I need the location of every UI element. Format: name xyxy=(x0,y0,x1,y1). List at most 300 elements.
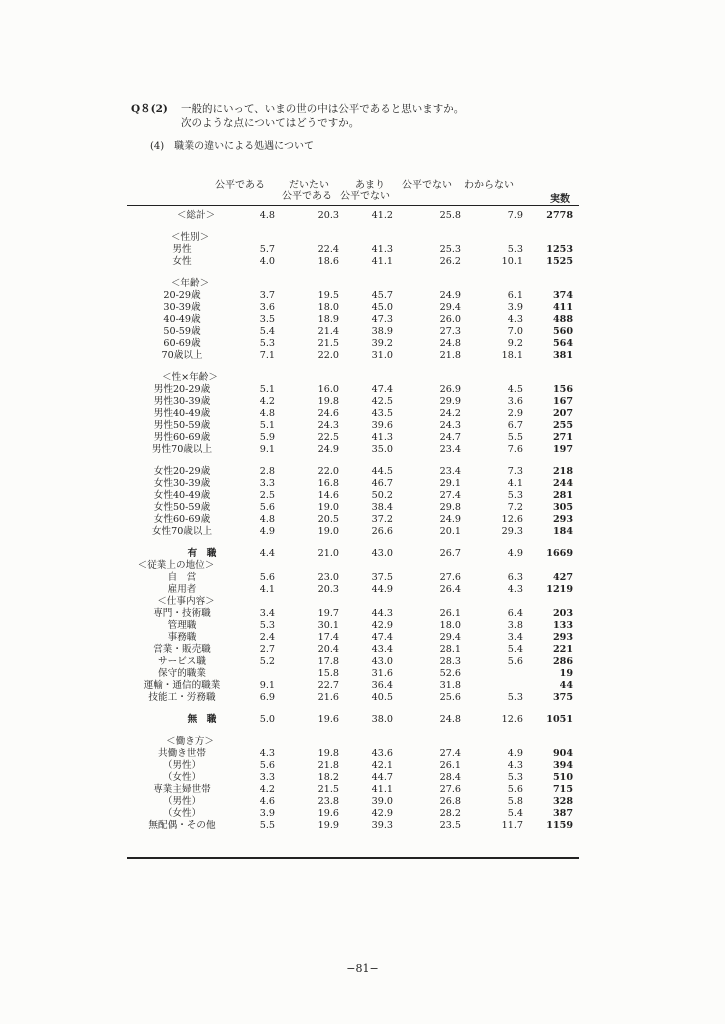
cell-col-5: 19 xyxy=(559,668,573,679)
cell-col-4: 5.3 xyxy=(507,692,523,703)
row-label: 運輸・通信的職業 xyxy=(143,680,221,691)
cell-col-0: 4.3 xyxy=(259,748,275,759)
row-label: 男性60-69歳 xyxy=(153,432,211,443)
cell-col-2: 50.2 xyxy=(371,490,393,501)
col-header-count: 実数 xyxy=(550,194,570,205)
cell-col-1: 19.8 xyxy=(317,396,339,407)
cell-col-2: 41.2 xyxy=(371,210,393,221)
col-header-dont-know: わからない xyxy=(464,180,514,191)
cell-col-0: 5.6 xyxy=(259,502,275,513)
cell-col-0: 5.1 xyxy=(259,420,275,431)
table-row xyxy=(127,408,579,420)
cell-col-1: 22.7 xyxy=(317,680,339,691)
cell-col-0: 4.1 xyxy=(259,584,275,595)
cell-col-1: 30.1 xyxy=(317,620,339,631)
row-label: 無 職 xyxy=(187,714,217,725)
cell-col-1: 15.8 xyxy=(317,668,339,679)
cell-col-0: 2.7 xyxy=(259,644,275,655)
row-label: ＜総計＞ xyxy=(176,210,216,221)
cell-col-4: 7.6 xyxy=(507,444,523,455)
cell-col-3: 25.8 xyxy=(439,210,461,221)
cell-col-2: 39.0 xyxy=(371,796,393,807)
question-number: Q８(2) xyxy=(131,103,168,115)
row-label: 女性60-69歳 xyxy=(153,514,211,525)
cell-col-2: 42.9 xyxy=(371,808,393,819)
row-label: 女性30-39歳 xyxy=(153,478,211,489)
table-row xyxy=(127,548,579,560)
cell-col-4: 4.3 xyxy=(507,584,523,595)
row-label: 技能工・労務職 xyxy=(148,692,216,703)
cell-col-0: 4.0 xyxy=(259,256,275,267)
row-label: 女性20-29歳 xyxy=(153,466,211,477)
cell-col-1: 23.8 xyxy=(317,796,339,807)
cell-col-3: 29.9 xyxy=(439,396,461,407)
table-row xyxy=(127,372,579,384)
cell-col-4: 3.4 xyxy=(507,632,523,643)
cell-col-2: 40.5 xyxy=(371,692,393,703)
cell-col-1: 20.3 xyxy=(317,584,339,595)
cell-col-4: 7.0 xyxy=(507,326,523,337)
cell-col-5: 387 xyxy=(552,808,573,819)
cell-col-3: 24.3 xyxy=(439,420,461,431)
cell-col-0: 3.3 xyxy=(259,772,275,783)
cell-col-2: 39.2 xyxy=(371,338,393,349)
table-row xyxy=(127,244,579,256)
cell-col-1: 24.9 xyxy=(317,444,339,455)
row-label: 女性40-49歳 xyxy=(153,490,211,501)
cell-col-1: 19.0 xyxy=(317,526,339,537)
cell-col-4: 6.1 xyxy=(507,290,523,301)
cell-col-0: 3.3 xyxy=(259,478,275,489)
table-row xyxy=(127,420,579,432)
col-header-mostly-fair-line1: だいたい xyxy=(289,180,329,191)
cell-col-5: 305 xyxy=(552,502,573,513)
row-label: 40-49歳 xyxy=(163,314,201,325)
cell-col-4: 3.6 xyxy=(507,396,523,407)
cell-col-4: 5.4 xyxy=(507,644,523,655)
cell-col-0: 9.1 xyxy=(259,680,275,691)
cell-col-3: 28.4 xyxy=(439,772,461,783)
cell-col-5: 244 xyxy=(552,478,573,489)
cell-col-3: 27.6 xyxy=(439,784,461,795)
cell-col-1: 18.2 xyxy=(317,772,339,783)
cell-col-5: 488 xyxy=(552,314,573,325)
cell-col-1: 22.5 xyxy=(317,432,339,443)
cell-col-2: 44.7 xyxy=(371,772,393,783)
table-row xyxy=(127,514,579,526)
table-row xyxy=(127,384,579,396)
cell-col-5: 374 xyxy=(552,290,573,301)
table-row xyxy=(127,668,579,680)
cell-col-2: 31.6 xyxy=(371,668,393,679)
cell-col-3: 24.8 xyxy=(439,714,461,725)
cell-col-4: 3.8 xyxy=(507,620,523,631)
cell-col-1: 20.3 xyxy=(317,210,339,221)
row-label: 専業主婦世帯 xyxy=(153,784,211,795)
cell-col-4: 6.7 xyxy=(507,420,523,431)
cell-col-2: 41.1 xyxy=(371,784,393,795)
cell-col-5: 197 xyxy=(552,444,573,455)
cell-col-3: 27.3 xyxy=(439,326,461,337)
cell-col-1: 19.6 xyxy=(317,714,339,725)
cell-col-1: 19.7 xyxy=(317,608,339,619)
table-row xyxy=(127,596,579,608)
cell-col-2: 45.0 xyxy=(371,302,393,313)
table-row xyxy=(127,290,579,302)
table-row xyxy=(127,620,579,632)
cell-col-0: 4.8 xyxy=(259,210,275,221)
row-label: ＜従業上の地位＞ xyxy=(137,560,215,571)
cell-col-2: 43.5 xyxy=(371,408,393,419)
cell-col-2: 41.3 xyxy=(371,432,393,443)
cell-col-3: 21.8 xyxy=(439,350,461,361)
cell-col-2: 42.1 xyxy=(371,760,393,771)
cell-col-0: 3.4 xyxy=(259,608,275,619)
table-row xyxy=(127,748,579,760)
cell-col-2: 43.0 xyxy=(371,656,393,667)
row-label: 女性50-59歳 xyxy=(153,502,211,513)
cell-col-1: 18.9 xyxy=(317,314,339,325)
cell-col-3: 24.2 xyxy=(439,408,461,419)
cell-col-2: 41.3 xyxy=(371,244,393,255)
cell-col-3: 27.4 xyxy=(439,490,461,501)
table-row xyxy=(127,820,579,832)
table-row xyxy=(127,314,579,326)
table-row xyxy=(127,760,579,772)
cell-col-1: 18.0 xyxy=(317,302,339,313)
table-row xyxy=(127,680,579,692)
cell-col-1: 16.0 xyxy=(317,384,339,395)
cell-col-5: 255 xyxy=(552,420,573,431)
cell-col-1: 20.5 xyxy=(317,514,339,525)
col-header-mostly-fair-line2: 公平である xyxy=(282,191,332,202)
cell-col-2: 26.6 xyxy=(371,526,393,537)
cell-col-4: 3.9 xyxy=(507,302,523,313)
cell-col-2: 36.4 xyxy=(371,680,393,691)
table-row xyxy=(127,736,579,748)
table-row xyxy=(127,278,579,290)
table-row xyxy=(127,526,579,538)
cell-col-4: 5.6 xyxy=(507,656,523,667)
cell-col-5: 133 xyxy=(552,620,573,631)
cell-col-5: 715 xyxy=(552,784,573,795)
cell-col-5: 375 xyxy=(552,692,573,703)
cell-col-5: 560 xyxy=(552,326,573,337)
row-label: 男性70歳以上 xyxy=(151,444,213,455)
cell-col-4: 10.1 xyxy=(501,256,523,267)
table-row xyxy=(127,772,579,784)
cell-col-5: 281 xyxy=(552,490,573,501)
table-row xyxy=(127,396,579,408)
cell-col-0: 4.8 xyxy=(259,514,275,525)
table-row xyxy=(127,478,579,490)
cell-col-2: 31.0 xyxy=(371,350,393,361)
cell-col-4: 12.6 xyxy=(501,714,523,725)
row-label: 管理職 xyxy=(167,620,197,631)
cell-col-5: 184 xyxy=(552,526,573,537)
cell-col-5: 44 xyxy=(559,680,573,691)
table-row xyxy=(127,656,579,668)
cell-col-0: 5.1 xyxy=(259,384,275,395)
row-label: 女性 xyxy=(172,256,192,267)
cell-col-2: 44.9 xyxy=(371,584,393,595)
cell-col-3: 23.4 xyxy=(439,466,461,477)
cell-col-4: 6.3 xyxy=(507,572,523,583)
cell-col-5: 218 xyxy=(552,466,573,477)
cell-col-4: 4.5 xyxy=(507,384,523,395)
cell-col-4: 7.2 xyxy=(507,502,523,513)
cell-col-1: 21.5 xyxy=(317,784,339,795)
cell-col-0: 5.0 xyxy=(259,714,275,725)
cell-col-0: 4.6 xyxy=(259,796,275,807)
row-label: （男性） xyxy=(162,796,202,807)
cell-col-1: 21.6 xyxy=(317,692,339,703)
cell-col-3: 29.1 xyxy=(439,478,461,489)
cell-col-5: 1219 xyxy=(546,584,573,595)
cell-col-1: 21.0 xyxy=(317,548,339,559)
cell-col-2: 46.7 xyxy=(371,478,393,489)
cell-col-3: 23.5 xyxy=(439,820,461,831)
cell-col-4: 4.9 xyxy=(507,548,523,559)
row-label: ＜性別＞ xyxy=(170,232,210,243)
cell-col-4: 2.9 xyxy=(507,408,523,419)
cell-col-4: 4.9 xyxy=(507,748,523,759)
cell-col-2: 37.2 xyxy=(371,514,393,525)
row-label: 20-29歳 xyxy=(163,290,201,301)
cell-col-3: 26.7 xyxy=(439,548,461,559)
cell-col-3: 24.9 xyxy=(439,514,461,525)
cell-col-1: 19.0 xyxy=(317,502,339,513)
row-label: 30-39歳 xyxy=(163,302,201,313)
cell-col-5: 1253 xyxy=(546,244,573,255)
cell-col-5: 411 xyxy=(552,302,573,313)
cell-col-2: 43.4 xyxy=(371,644,393,655)
cell-col-2: 38.4 xyxy=(371,502,393,513)
cell-col-0: 5.3 xyxy=(259,338,275,349)
cell-col-0: 5.5 xyxy=(259,820,275,831)
cell-col-3: 29.8 xyxy=(439,502,461,513)
cell-col-0: 3.9 xyxy=(259,808,275,819)
cell-col-4: 5.3 xyxy=(507,490,523,501)
cell-col-5: 2778 xyxy=(546,210,573,221)
table-row xyxy=(127,338,579,350)
cell-col-3: 24.7 xyxy=(439,432,461,443)
cell-col-2: 41.1 xyxy=(371,256,393,267)
table-row xyxy=(127,490,579,502)
question-text-line2: 次のような点についてはどうですか。 xyxy=(181,117,360,129)
cell-col-5: 904 xyxy=(552,748,573,759)
table-row xyxy=(127,326,579,338)
cell-col-3: 26.1 xyxy=(439,760,461,771)
cell-col-3: 29.4 xyxy=(439,632,461,643)
cell-col-0: 4.2 xyxy=(259,396,275,407)
cell-col-5: 167 xyxy=(552,396,573,407)
cell-col-0: 2.8 xyxy=(259,466,275,477)
row-label: 60-69歳 xyxy=(163,338,201,349)
cell-col-5: 381 xyxy=(552,350,573,361)
row-label: 専門・技術職 xyxy=(153,608,211,619)
row-label: 女性70歳以上 xyxy=(151,526,213,537)
cell-col-3: 26.2 xyxy=(439,256,461,267)
cell-col-1: 19.6 xyxy=(317,808,339,819)
cell-col-5: 221 xyxy=(552,644,573,655)
cell-col-5: 207 xyxy=(552,408,573,419)
row-label: 有 職 xyxy=(187,548,217,559)
table-row xyxy=(127,302,579,314)
cell-col-4: 5.6 xyxy=(507,784,523,795)
cell-col-0: 2.4 xyxy=(259,632,275,643)
cell-col-5: 1051 xyxy=(546,714,573,725)
cell-col-0: 5.2 xyxy=(259,656,275,667)
cell-col-2: 43.0 xyxy=(371,548,393,559)
row-label: サービス職 xyxy=(158,656,206,667)
cell-col-5: 203 xyxy=(552,608,573,619)
table-row xyxy=(127,692,579,704)
cell-col-5: 156 xyxy=(552,384,573,395)
cell-col-1: 14.6 xyxy=(317,490,339,501)
cell-col-3: 25.3 xyxy=(439,244,461,255)
cell-col-4: 4.1 xyxy=(507,478,523,489)
cell-col-1: 23.0 xyxy=(317,572,339,583)
cell-col-4: 12.6 xyxy=(501,514,523,525)
cell-col-3: 31.8 xyxy=(439,680,461,691)
cell-col-2: 47.3 xyxy=(371,314,393,325)
results-table xyxy=(127,208,579,832)
table-row xyxy=(127,644,579,656)
table-row xyxy=(127,444,579,456)
cell-col-1: 16.8 xyxy=(317,478,339,489)
row-label: 男性 xyxy=(172,244,192,255)
cell-col-4: 29.3 xyxy=(501,526,523,537)
cell-col-2: 47.4 xyxy=(371,632,393,643)
cell-col-4: 7.9 xyxy=(507,210,523,221)
table-row xyxy=(127,808,579,820)
cell-col-3: 26.1 xyxy=(439,608,461,619)
cell-col-1: 19.9 xyxy=(317,820,339,831)
cell-col-5: 293 xyxy=(552,632,573,643)
cell-col-3: 28.2 xyxy=(439,808,461,819)
row-label: 50-59歳 xyxy=(163,326,201,337)
row-label: （男性） xyxy=(162,760,202,771)
cell-col-0: 5.4 xyxy=(259,326,275,337)
cell-col-5: 510 xyxy=(552,772,573,783)
cell-col-0: 5.6 xyxy=(259,572,275,583)
cell-col-3: 23.4 xyxy=(439,444,461,455)
table-row xyxy=(127,632,579,644)
row-label: ＜働き方＞ xyxy=(166,736,214,747)
cell-col-2: 38.9 xyxy=(371,326,393,337)
cell-col-4: 5.3 xyxy=(507,244,523,255)
col-header-not-very-fair-line2: 公平でない xyxy=(340,191,390,202)
table-row xyxy=(127,784,579,796)
cell-col-2: 44.5 xyxy=(371,466,393,477)
cell-col-4: 5.4 xyxy=(507,808,523,819)
cell-col-4: 6.4 xyxy=(507,608,523,619)
cell-col-1: 20.4 xyxy=(317,644,339,655)
header-rule xyxy=(127,205,579,206)
cell-col-2: 47.4 xyxy=(371,384,393,395)
cell-col-4: 4.3 xyxy=(507,760,523,771)
cell-col-1: 22.0 xyxy=(317,466,339,477)
cell-col-3: 18.0 xyxy=(439,620,461,631)
cell-col-5: 427 xyxy=(552,572,573,583)
cell-col-4: 9.2 xyxy=(507,338,523,349)
cell-col-4: 11.7 xyxy=(501,820,523,831)
cell-col-5: 1669 xyxy=(546,548,573,559)
table-row xyxy=(127,210,579,222)
table-row xyxy=(127,714,579,726)
table-row xyxy=(127,560,579,572)
table-row xyxy=(127,350,579,362)
cell-col-1: 18.6 xyxy=(317,256,339,267)
cell-col-5: 394 xyxy=(552,760,573,771)
cell-col-1: 21.8 xyxy=(317,760,339,771)
cell-col-1: 21.4 xyxy=(317,326,339,337)
cell-col-3: 27.6 xyxy=(439,572,461,583)
row-label: 男性50-59歳 xyxy=(153,420,211,431)
cell-col-3: 28.3 xyxy=(439,656,461,667)
row-label: 無配偶・その他 xyxy=(148,820,216,831)
row-label: 男性30-39歳 xyxy=(153,396,211,407)
cell-col-0: 5.7 xyxy=(259,244,275,255)
cell-col-2: 44.3 xyxy=(371,608,393,619)
cell-col-0: 5.9 xyxy=(259,432,275,443)
bottom-rule xyxy=(127,857,579,859)
cell-col-3: 20.1 xyxy=(439,526,461,537)
cell-col-1: 24.6 xyxy=(317,408,339,419)
cell-col-0: 3.5 xyxy=(259,314,275,325)
cell-col-3: 26.4 xyxy=(439,584,461,595)
cell-col-3: 52.6 xyxy=(439,668,461,679)
cell-col-2: 42.5 xyxy=(371,396,393,407)
table-row xyxy=(127,256,579,268)
col-header-not-very-fair-line1: あまり xyxy=(355,180,385,191)
cell-col-1: 24.3 xyxy=(317,420,339,431)
table-row xyxy=(127,432,579,444)
row-label: 雇用者 xyxy=(167,584,197,595)
cell-col-2: 45.7 xyxy=(371,290,393,301)
cell-col-3: 28.1 xyxy=(439,644,461,655)
cell-col-2: 39.6 xyxy=(371,420,393,431)
cell-col-5: 328 xyxy=(552,796,573,807)
question-text-line1: 一般的にいって、いまの世の中は公平であると思いますか。 xyxy=(181,103,465,115)
page-number: −81− xyxy=(346,962,379,975)
cell-col-0: 4.4 xyxy=(259,548,275,559)
cell-col-0: 4.8 xyxy=(259,408,275,419)
cell-col-3: 24.9 xyxy=(439,290,461,301)
col-header-fair: 公平である xyxy=(215,180,265,191)
cell-col-5: 271 xyxy=(552,432,573,443)
cell-col-2: 39.3 xyxy=(371,820,393,831)
cell-col-2: 38.0 xyxy=(371,714,393,725)
table-row xyxy=(127,466,579,478)
cell-col-2: 43.6 xyxy=(371,748,393,759)
cell-col-0: 3.7 xyxy=(259,290,275,301)
row-label: 共働き世帯 xyxy=(158,748,206,759)
row-label: 男性40-49歳 xyxy=(153,408,211,419)
col-header-not-fair: 公平でない xyxy=(402,180,452,191)
row-label: （女性） xyxy=(162,808,202,819)
table-row xyxy=(127,232,579,244)
cell-col-0: 4.9 xyxy=(259,526,275,537)
cell-col-1: 19.5 xyxy=(317,290,339,301)
cell-col-0: 6.9 xyxy=(259,692,275,703)
cell-col-1: 17.8 xyxy=(317,656,339,667)
cell-col-1: 21.5 xyxy=(317,338,339,349)
cell-col-0: 2.5 xyxy=(259,490,275,501)
row-label: 自 営 xyxy=(167,572,197,583)
table-row xyxy=(127,608,579,620)
